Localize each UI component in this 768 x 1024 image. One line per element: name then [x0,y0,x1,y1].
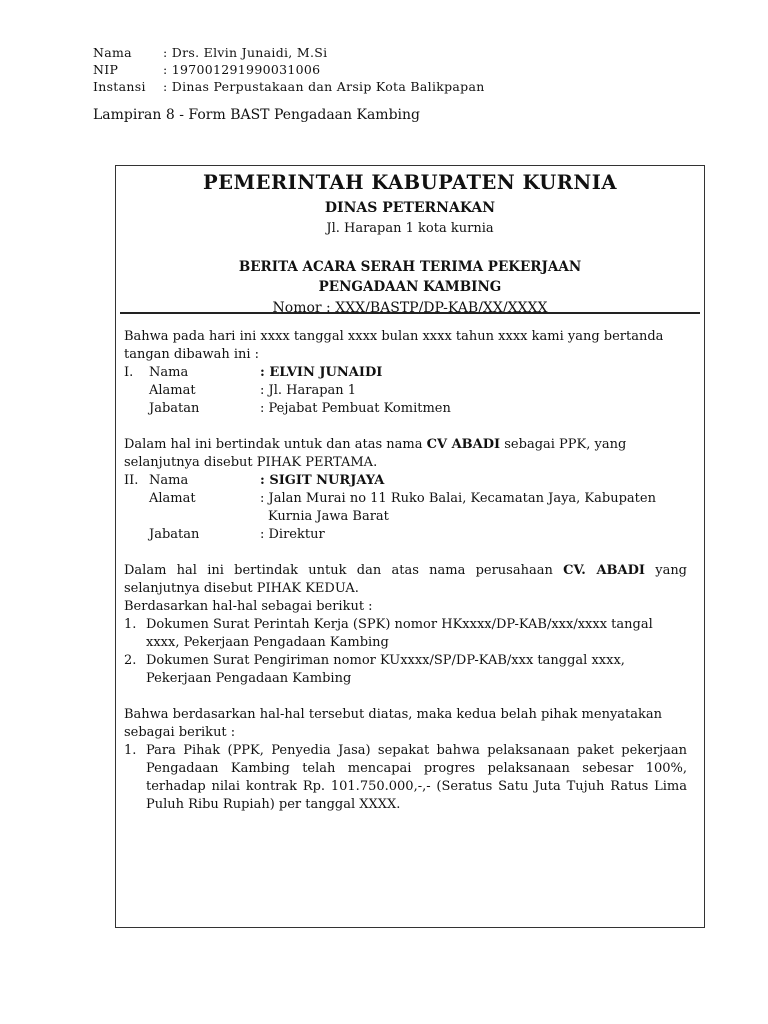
header-row-nama [93,44,485,61]
header-label: Nama [93,45,132,60]
statement-intro: Bahwa berdasarkan hal-hal tersebut diatas, maka kedua belah pihak menyatakan sebagai berikut : [124,707,663,740]
list-item: 1. Para Pihak (PPK, Penyedia Jasa) sepakat bahwa pelaksanaan paket pekerjaan Pengadaan Kambing telah mencapai progres pelaksanaan sebesar 100%, terhadap nilai kontrak Rp. 101.750.000,-,- (Seratus Satu Juta Tujuh Ratus Lima Puluh Ribu Rupiah) per tanggal XXXX. [124,743,687,812]
document-body [124,328,687,814]
government-name: PEMERINTAH KABUPATEN KURNIA [202,171,618,194]
header-row-instansi [93,78,485,95]
document-number: Nomor : XXX/BASTP/DP-KAB/XX/XXXX [272,300,548,316]
party1-address-row [124,382,687,400]
party1-name-row [124,364,687,382]
party1-address-value: : Jl. Harapan 1 [260,383,357,398]
party2-address-row [124,490,687,508]
agency-address: Jl. Harapan 1 kota kurnia [326,221,494,236]
party2-note: Dalam hal ini bertindak untuk dan atas nama perusahaan CV. ABADI yang selanjutnya disebut PIHAK KEDUA. [124,563,688,596]
party2-address-value: : Jalan Murai no 11 Ruko Balai, Kecamatan Jaya, Kabupaten [260,491,656,506]
party2-company: CV. ABADI [563,563,645,578]
document-title: BERITA ACARA SERAH TERIMA PEKERJAAN [238,259,582,275]
author-header [93,44,485,95]
letterhead [116,170,704,319]
basis-list [124,616,687,688]
document-subtitle: PENGADAAN KAMBING [318,279,502,295]
party1-number: I. [124,365,134,380]
list-item: 2. Dokumen Surat Pengiriman nomor KUxxxx/SP/DP-KAB/xxx tanggal xxxx, Pekerjaan Pengadaan Kambing [124,653,625,686]
party1-note: Dalam hal ini bertindak untuk dan atas nama CV ABADI sebagai PPK, yang selanjutnya disebut PIHAK PERTAMA. [124,437,627,470]
party2-number: II. [124,473,139,488]
party1-position-label: Jabatan [149,401,200,416]
party1-name-label: Nama [149,365,189,380]
party2-address-row-2 [124,508,687,526]
party1-name-value: : ELVIN JUNAIDI [260,365,383,380]
party2-position-value: : Direktur [260,527,325,542]
list-item: 1. Dokumen Surat Perintah Kerja (SPK) nomor HKxxxx/DP-KAB/xxx/xxxx tangal xxxx, Pekerjaan Pengadaan Kambing [124,617,653,650]
header-value: : Drs. Elvin Junaidi, M.Si [163,45,328,60]
party2-position-row [124,526,687,544]
document-frame [115,165,705,928]
statement-list [124,742,687,814]
header-value: : Dinas Perpustakaan dan Arsip Kota Balikpapan [163,79,485,94]
party2-name-row [124,472,687,490]
basis-intro: Berdasarkan hal-hal sebagai berikut : [124,599,373,614]
party2-position-label: Jabatan [149,527,200,542]
party2-address-value-2: Kurnia Jawa Barat [268,509,389,524]
agency-name: DINAS PETERNAKAN [324,200,496,216]
party1-company: CV ABADI [426,437,501,452]
header-value: : 197001291990031006 [163,62,321,77]
header-label: NIP [93,62,119,77]
party1-position-row [124,400,687,418]
party1-address-label: Alamat [149,383,196,398]
party2-address-label: Alamat [149,491,196,506]
header-row-nip [93,61,485,78]
party1-position-value: : Pejabat Pembuat Komitmen [260,401,451,416]
party2-name-value: : SIGIT NURJAYA [260,473,385,488]
letterhead-divider [120,312,700,314]
party2-name-label: Nama [149,473,189,488]
header-label: Instansi [93,79,146,94]
attachment-title: Lampiran 8 - Form BAST Pengadaan Kambing [93,107,420,123]
intro-paragraph: Bahwa pada hari ini xxxx tanggal xxxx bulan xxxx tahun xxxx kami yang bertanda tangan dibawah ini : [124,329,664,362]
